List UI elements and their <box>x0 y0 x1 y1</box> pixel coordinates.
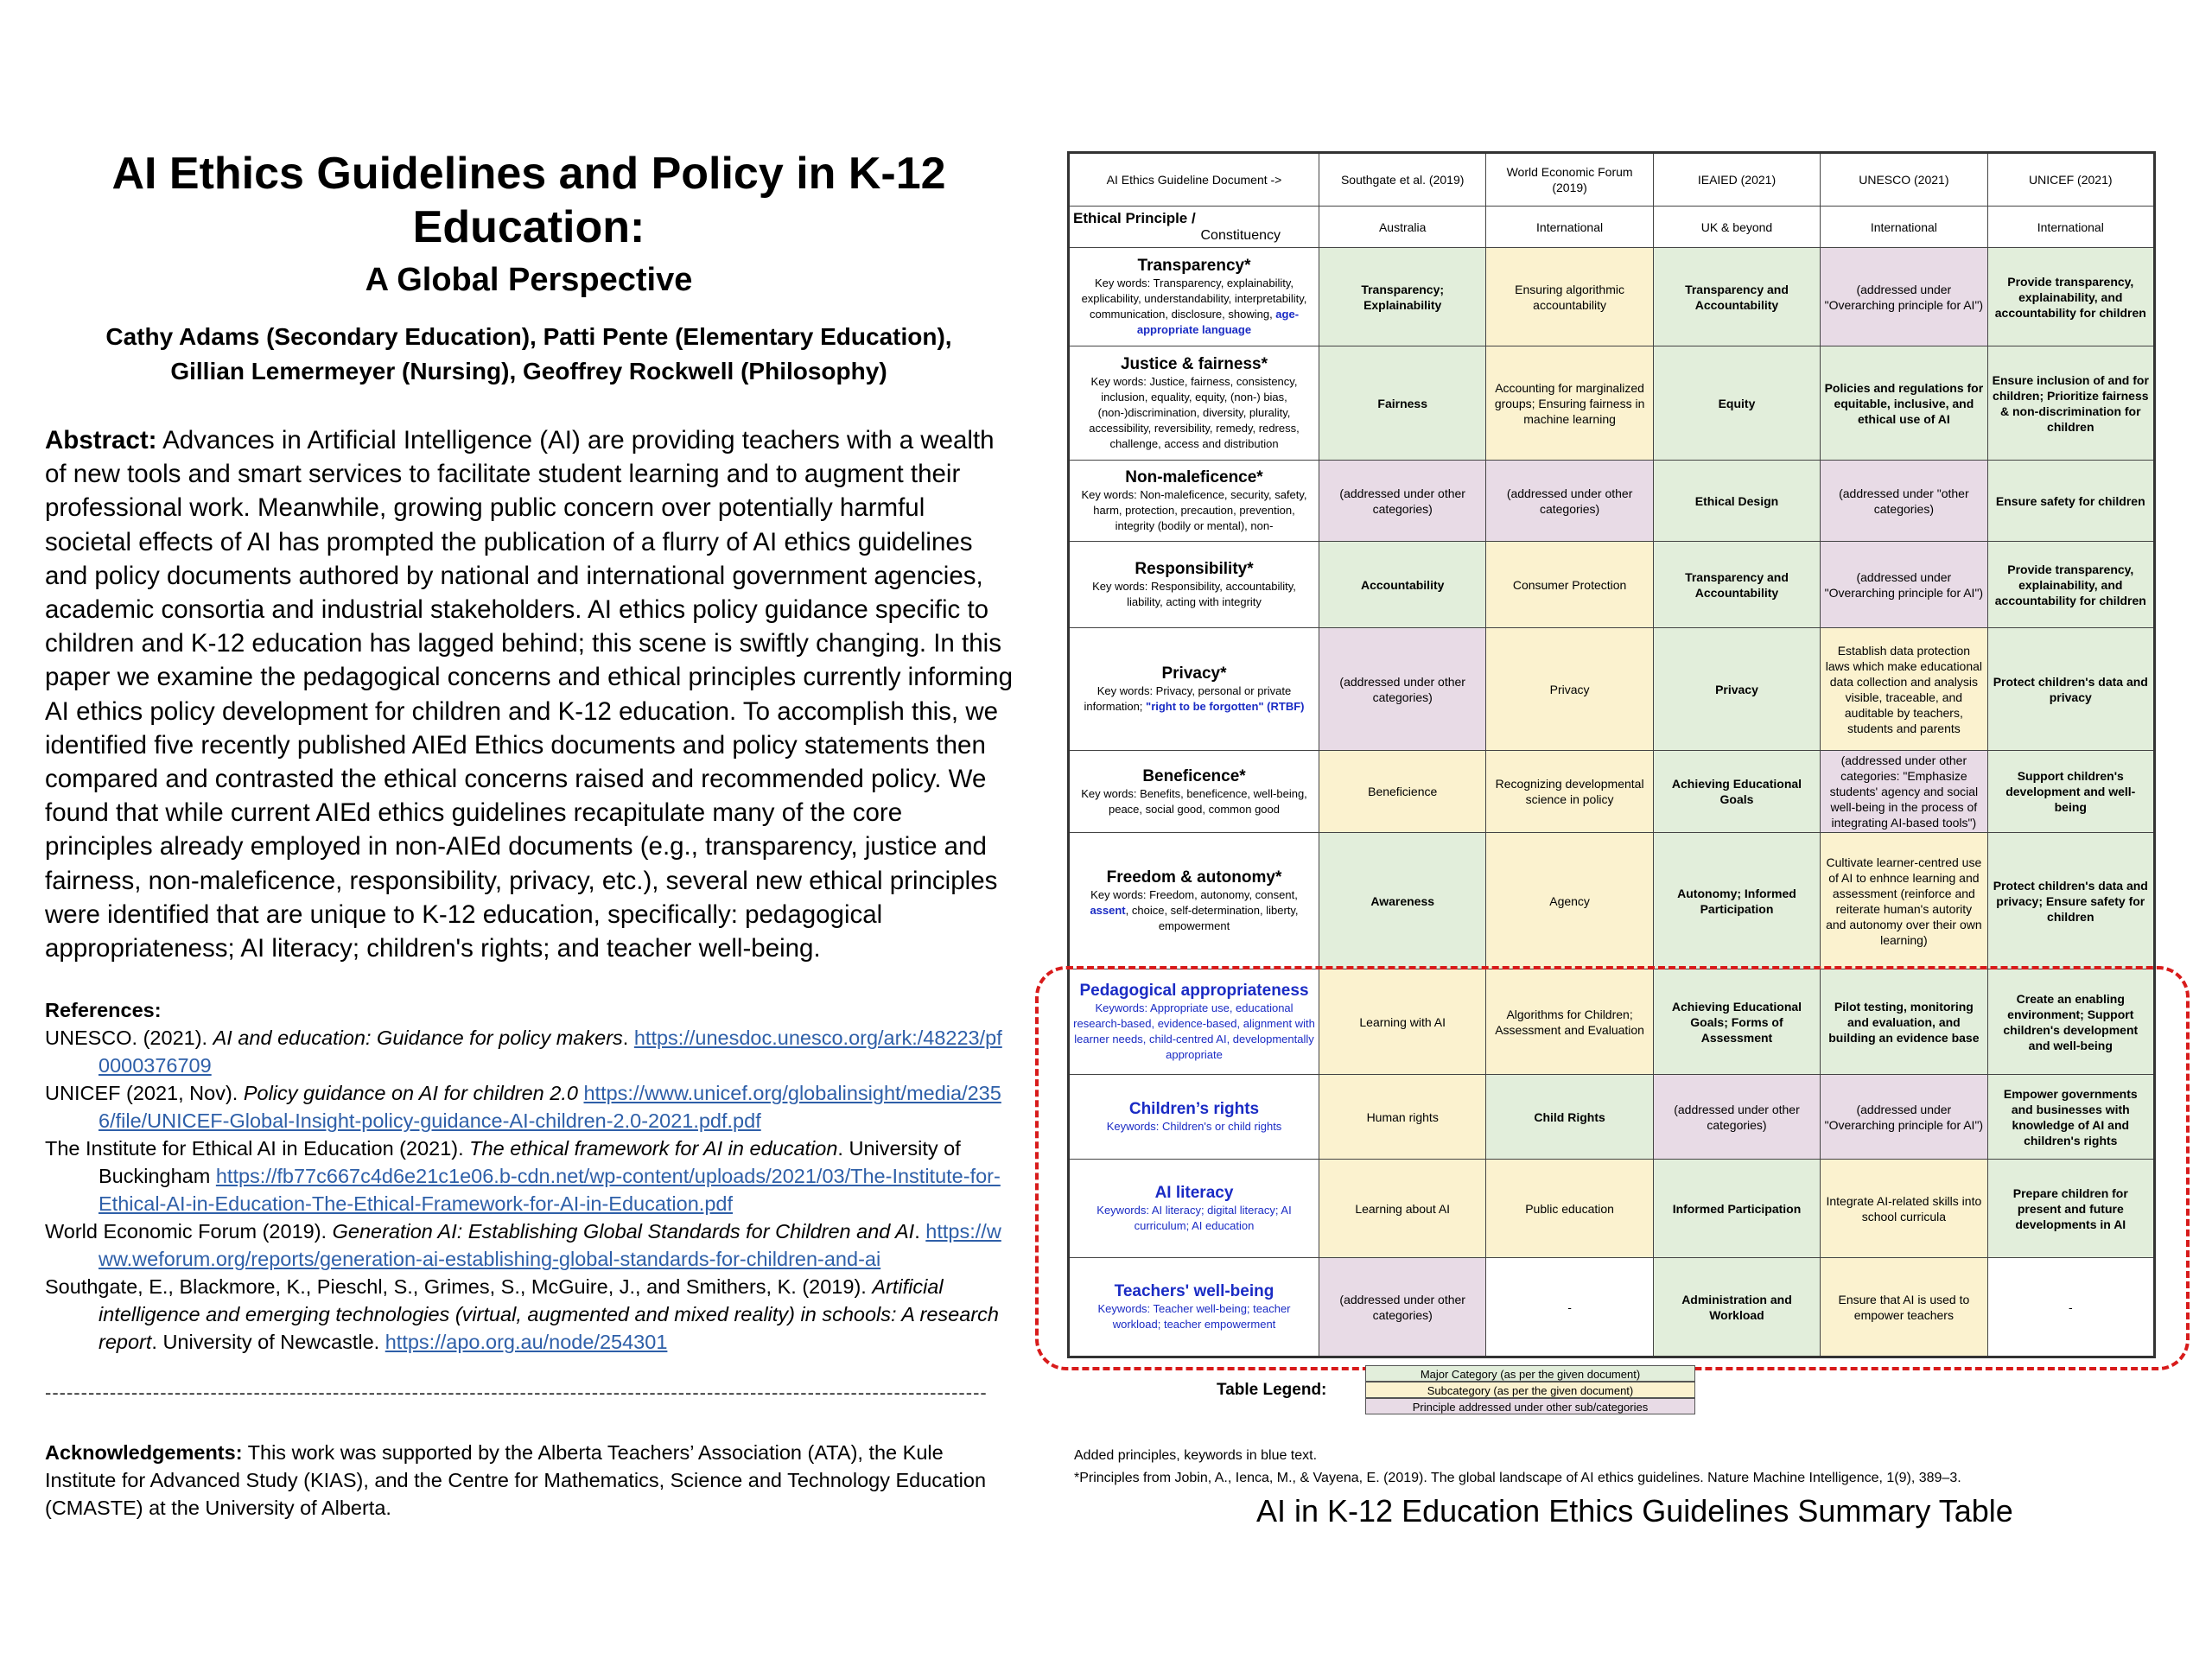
principle-name: Non-maleficence* <box>1125 468 1263 486</box>
table-row <box>1069 542 2155 628</box>
reference-title: Policy guidance on AI for children 2.0 <box>243 1082 578 1105</box>
principle-cell <box>1069 1160 1319 1258</box>
doc-header: UNESCO (2021) <box>1821 153 1987 207</box>
principle-keywords: Keywords: AI literacy; digital literacy; AI curriculum; AI education <box>1096 1204 1292 1232</box>
guideline-cell: Privacy <box>1486 628 1653 751</box>
principle-keywords: Key words: Justice, fairness, consistency, inclusion, equality, equity, (non-) bias, (non-)discrimination, diversity, plurality, accessibility, reversibility, remedy, redress, challenge, access and distribution <box>1089 375 1300 450</box>
author-line-1: Cathy Adams (Secondary Education), Patti Pente (Elementary Education), <box>105 323 952 350</box>
reference-text: Southgate, E., Blackmore, K., Pieschl, S., Grimes, S., McGuire, J., and Smithers, K. (2019). <box>45 1275 873 1299</box>
guideline-cell: Establish data protection laws which make educational data collection and analysis visible, traceable, and auditable by teachers, students and parents <box>1821 628 1987 751</box>
guideline-cell: Cultivate learner-centred use of AI to enhnce learning and assessment (reinforce and reiterate human's autority and autonomy over their own learning) <box>1821 833 1987 969</box>
reference-link[interactable]: https://fb77c667c4d6e21c1e06.b-cdn.net/wp-content/uploads/2021/03/The-Institute-for-Ethical-AI-in-Education-The-Ethical-Framework-for-AI-in-Education.pdf <box>99 1165 1001 1216</box>
table-caption: AI in K-12 Education Ethics Guidelines Summary Table <box>1256 1493 2013 1529</box>
principle-header <box>1069 207 1319 248</box>
guideline-cell: Ethical Design <box>1653 461 1820 542</box>
table-row <box>1069 1075 2155 1160</box>
guideline-cell: Pilot testing, monitoring and evaluation, and building an evidence base <box>1821 969 1987 1075</box>
summary-table <box>1067 151 2156 1358</box>
corner-header: AI Ethics Guideline Document -> <box>1069 153 1319 207</box>
guideline-cell: Administration and Workload <box>1653 1258 1820 1357</box>
guideline-cell: (addressed under other categories) <box>1319 461 1486 542</box>
abstract-label: Abstract: <box>45 426 157 454</box>
reference-title: AI and education: Guidance for policy makers <box>213 1027 623 1050</box>
divider: ----------------------------------------------------------------------------------------------------------------------------------- <box>45 1382 988 1404</box>
abstract-text: Advances in Artificial Intelligence (AI) are providing teachers with a wealth of new tools and smart services to facilitate student learning and to augment their professional work. Meanwhile, growing public concern over potentially harmful societal effects of AI has prompted the publication of a flurry of AI ethics guidelines and policy documents authored by national and international government agencies, academic consortia and industrial stakeholders. AI ethics policy guidance specific to children and K-12 education has lagged behind; this scene is swiftly changing. In this paper we examine the pedagogical concerns and ethical principles currently informing AI ethics policy development for children and K-12 education. To accomplish this, we identified five recently published AIEd Ethics documents and policy statements then compared and contrasted the ethical concerns raised and recommended policy. We found that while current AIEd ethics guidelines recapitulate many of the core principles already employed in non-AIEd documents (e.g., transparency, justice and fairness, non-maleficence, responsibility, privacy, etc.), several new ethical principles were identified that are unique to K-12 education, specifically: pedagogical appropriateness; AI literacy; children's rights; and teacher well-being. <box>45 426 1013 963</box>
reference-title: The ethical framework for AI in education <box>469 1137 838 1160</box>
principle-name: Children’s rights <box>1128 1100 1260 1118</box>
principle-cell <box>1069 969 1319 1075</box>
doc-header: UNICEF (2021) <box>1987 153 2154 207</box>
principle-cell <box>1069 461 1319 542</box>
principle-keywords: Key words: Privacy, personal or private information; "right to be forgotten" (RTBF) <box>1084 684 1305 713</box>
principle-keywords: Keywords: Teacher well-being; teacher workload; teacher empowerment <box>1097 1302 1291 1331</box>
guideline-cell: Policies and regulations for equitable, inclusive, and ethical use of AI <box>1821 346 1987 461</box>
reference-text: . University of Newcastle. <box>151 1331 385 1354</box>
added-keyword: assent <box>1090 904 1126 917</box>
principle-name: AI literacy <box>1154 1184 1234 1202</box>
guideline-cell: Accounting for marginalized groups; Ensuring fairness in machine learning <box>1486 346 1653 461</box>
principle-cell <box>1069 248 1319 346</box>
guideline-cell: Ensure that AI is used to empower teachers <box>1821 1258 1987 1357</box>
page-title: AI Ethics Guidelines and Policy in K-12 Education: <box>111 149 946 252</box>
doc-header: World Economic Forum (2019) <box>1486 153 1653 207</box>
table-row <box>1069 248 2155 346</box>
principle-cell <box>1069 346 1319 461</box>
reference-text: . <box>914 1220 926 1243</box>
guideline-cell: (addressed under "Overarching principle for AI") <box>1821 542 1987 628</box>
reference-entry <box>45 1273 1013 1356</box>
constituency-row <box>1069 207 2155 248</box>
table-row <box>1069 833 2155 969</box>
legend-other: Principle addressed under other sub/categories <box>1365 1398 1695 1414</box>
reference-text: The Institute for Ethical AI in Education (2021). <box>45 1137 470 1160</box>
principle-cell <box>1069 751 1319 833</box>
legend-major: Major Category (as per the given document) <box>1365 1365 1695 1382</box>
principle-cell <box>1069 628 1319 751</box>
guideline-cell: Equity <box>1653 346 1820 461</box>
added-keyword: "right to be forgotten" (RTBF) <box>1146 700 1305 713</box>
table-notes <box>1074 1445 1961 1490</box>
abstract <box>45 423 1013 965</box>
reference-link[interactable]: https://apo.org.au/node/254301 <box>385 1331 668 1354</box>
doc-header: Southgate et al. (2019) <box>1319 153 1486 207</box>
principle-cell <box>1069 542 1319 628</box>
reference-text: . <box>622 1027 634 1050</box>
principle-header-b: Constituency <box>1200 227 1281 243</box>
principle-keywords: Key words: Transparency, explainability, explicability, understandability, interpretability, communication, disclosure, showing, age-appropriate language <box>1081 276 1307 336</box>
page-subtitle: A Global Perspective <box>365 262 693 298</box>
guideline-cell: (addressed under "Overarching principle for AI") <box>1821 1075 1987 1160</box>
references-heading: References: <box>45 999 162 1022</box>
guideline-cell: Beneficience <box>1319 751 1486 833</box>
guideline-cell: Child Rights <box>1486 1075 1653 1160</box>
legend-label: Table Legend: <box>1217 1381 1327 1399</box>
guideline-cell: (addressed under other categories: "Emphasize students' agency and social well-being in the process of integrating AI-based tools") <box>1821 751 1987 833</box>
guideline-cell: Ensuring algorithmic accountability <box>1486 248 1653 346</box>
principle-name: Privacy* <box>1161 664 1227 683</box>
reference-entry <box>45 1135 1013 1217</box>
principle-name: Transparency* <box>1137 257 1251 275</box>
guideline-cell: Accountability <box>1319 542 1486 628</box>
guideline-cell: Agency <box>1486 833 1653 969</box>
table-row <box>1069 751 2155 833</box>
table-row <box>1069 1258 2155 1357</box>
principle-name: Justice & fairness* <box>1120 355 1268 373</box>
added-keyword: age-appropriate language <box>1136 308 1300 336</box>
doc-header: IEAIED (2021) <box>1653 153 1820 207</box>
ack-label: Acknowledgements: <box>45 1441 243 1465</box>
guideline-cell: Privacy <box>1653 628 1820 751</box>
guideline-cell: Transparency; Explainability <box>1319 248 1486 346</box>
guideline-cell: Create an enabling environment; Support children's development and well-being <box>1987 969 2154 1075</box>
guideline-cell: Transparency and Accountability <box>1653 248 1820 346</box>
table-row <box>1069 461 2155 542</box>
guideline-cell: (addressed under "other categories) <box>1821 461 1987 542</box>
constituency-cell: Australia <box>1319 207 1486 248</box>
guideline-cell: (addressed under other categories) <box>1319 628 1486 751</box>
table-row <box>1069 628 2155 751</box>
guideline-cell: Autonomy; Informed Participation <box>1653 833 1820 969</box>
principle-name: Pedagogical appropriateness <box>1079 982 1309 1000</box>
guideline-cell: Consumer Protection <box>1486 542 1653 628</box>
principle-name: Beneficence* <box>1142 766 1246 785</box>
constituency-cell: International <box>1821 207 1987 248</box>
principle-header-a: Ethical Principle / <box>1073 209 1196 226</box>
principle-cell <box>1069 1075 1319 1160</box>
guideline-cell: Provide transparency, explainability, and accountability for children <box>1987 248 2154 346</box>
reference-text: UNESCO. (2021). <box>45 1027 213 1050</box>
reference-list <box>45 1024 1013 1356</box>
principle-cell <box>1069 1258 1319 1357</box>
guideline-cell: (addressed under other categories) <box>1486 461 1653 542</box>
principle-cell <box>1069 833 1319 969</box>
guideline-cell: Informed Participation <box>1653 1160 1820 1258</box>
principle-keywords: Key words: Benefits, beneficence, well-being, peace, social good, common good <box>1081 786 1307 816</box>
guideline-cell: Human rights <box>1319 1075 1486 1160</box>
guideline-cell: - <box>1987 1258 2154 1357</box>
reference-title: Generation AI: Establishing Global Standards for Children and AI <box>332 1220 915 1243</box>
reference-link[interactable]: https://www.weforum.org/reports/generation-ai-establishing-global-standards-for-children-and-ai <box>99 1220 1001 1271</box>
principle-name: Teachers' well-being <box>1114 1282 1274 1300</box>
guideline-cell: - <box>1486 1258 1653 1357</box>
note-added: Added principles, keywords in blue text. <box>1074 1448 1318 1463</box>
guideline-cell: Awareness <box>1319 833 1486 969</box>
guideline-cell: Learning with AI <box>1319 969 1486 1075</box>
guideline-cell: Achieving Educational Goals; Forms of Assessment <box>1653 969 1820 1075</box>
note-source: *Principles from Jobin, A., Ienca, M., & Vayena, E. (2019). The global landscape of AI ethics guidelines. Nature Machine Intelligence, 1(9), 389–3. <box>1074 1471 1961 1485</box>
table-row <box>1069 969 2155 1075</box>
guideline-cell: Provide transparency, explainability, and accountability for children <box>1987 542 2154 628</box>
guideline-cell: Integrate AI-related skills into school curricula <box>1821 1160 1987 1258</box>
reference-entry <box>45 1079 1013 1135</box>
constituency-cell: International <box>1486 207 1653 248</box>
reference-text: UNICEF (2021, Nov). <box>45 1082 244 1105</box>
guideline-cell: Protect children's data and privacy <box>1987 628 2154 751</box>
guideline-cell: Protect children's data and privacy; Ensure safety for children <box>1987 833 2154 969</box>
guideline-cell: Achieving Educational Goals <box>1653 751 1820 833</box>
guideline-cell: Public education <box>1486 1160 1653 1258</box>
guideline-cell: (addressed under "Overarching principle for AI") <box>1821 248 1987 346</box>
principle-name: Freedom & autonomy* <box>1106 868 1282 887</box>
summary-table-panel <box>1067 151 2156 1358</box>
guideline-cell: Ensure inclusion of and for children; Prioritize fairness & non-discrimination for children <box>1987 346 2154 461</box>
reference-link[interactable]: https://www.unicef.org/globalinsight/media/2356/file/UNICEF-Global-Insight-policy-guidance-AI-children-2.0-2021.pdf.pdf <box>99 1082 1001 1133</box>
principle-keywords: Key words: Freedom, autonomy, consent, assent, choice, self-determination, liberty, empowerment <box>1090 888 1299 932</box>
principle-keywords: Keywords: Children's or child rights <box>1106 1120 1282 1133</box>
guideline-cell: Recognizing developmental science in policy <box>1486 751 1653 833</box>
guideline-cell: (addressed under other categories) <box>1653 1075 1820 1160</box>
legend-sub: Subcategory (as per the given document) <box>1365 1382 1695 1398</box>
reference-text: . University of Buckingham <box>99 1137 961 1188</box>
guideline-cell: Algorithms for Children; Assessment and Evaluation <box>1486 969 1653 1075</box>
guideline-cell: Fairness <box>1319 346 1486 461</box>
references <box>45 996 1013 1356</box>
reference-title: Artificial intelligence and emerging technologies (virtual, augmented and mixed reality) in schools: A research report <box>99 1275 999 1354</box>
guideline-cell: Transparency and Accountability <box>1653 542 1820 628</box>
principle-name: Responsibility* <box>1135 560 1254 578</box>
reference-text: World Economic Forum (2019). <box>45 1220 333 1243</box>
guideline-cell: Ensure safety for children <box>1987 461 2154 542</box>
guideline-cell: Support children's development and well-being <box>1987 751 2154 833</box>
constituency-cell: International <box>1987 207 2154 248</box>
reference-entry <box>45 1217 1013 1273</box>
guideline-cell: Empower governments and businesses with knowledge of AI and children's rights <box>1987 1075 2154 1160</box>
guideline-cell: Prepare children for present and future developments in AI <box>1987 1160 2154 1258</box>
guideline-cell: (addressed under other categories) <box>1319 1258 1486 1357</box>
reference-entry <box>45 1024 1013 1079</box>
table-row <box>1069 346 2155 461</box>
principle-keywords: Keywords: Appropriate use, educational research-based, evidence-based, alignment with learner needs, child-centred AI, developmentally appropriate <box>1073 1001 1315 1061</box>
guideline-cell: Learning about AI <box>1319 1160 1486 1258</box>
table-row <box>1069 1160 2155 1258</box>
principle-keywords: Key words: Responsibility, accountability, liability, acting with integrity <box>1092 580 1296 608</box>
ack-text: This work was supported by the Alberta Teachers’ Association (ATA), the Kule Institute for Advanced Study (KIAS), and the Centre for Mathematics, Science and Technology Education (CMASTE) at the University of Alberta. <box>45 1441 987 1520</box>
reference-link[interactable]: https://unesdoc.unesco.org/ark:/48223/pf0000376709 <box>99 1027 1002 1077</box>
author-line-2: Gillian Lemermeyer (Nursing), Geoffrey Rockwell (Philosophy) <box>170 358 887 385</box>
table-header-row <box>1069 153 2155 207</box>
principle-keywords: Key words: Non-maleficence, security, safety, harm, protection, precaution, prevention, integrity (bodily or mental), non- <box>1081 488 1307 532</box>
acknowledgements <box>45 1439 1013 1522</box>
left-column <box>45 147 1013 1522</box>
constituency-cell: UK & beyond <box>1653 207 1820 248</box>
